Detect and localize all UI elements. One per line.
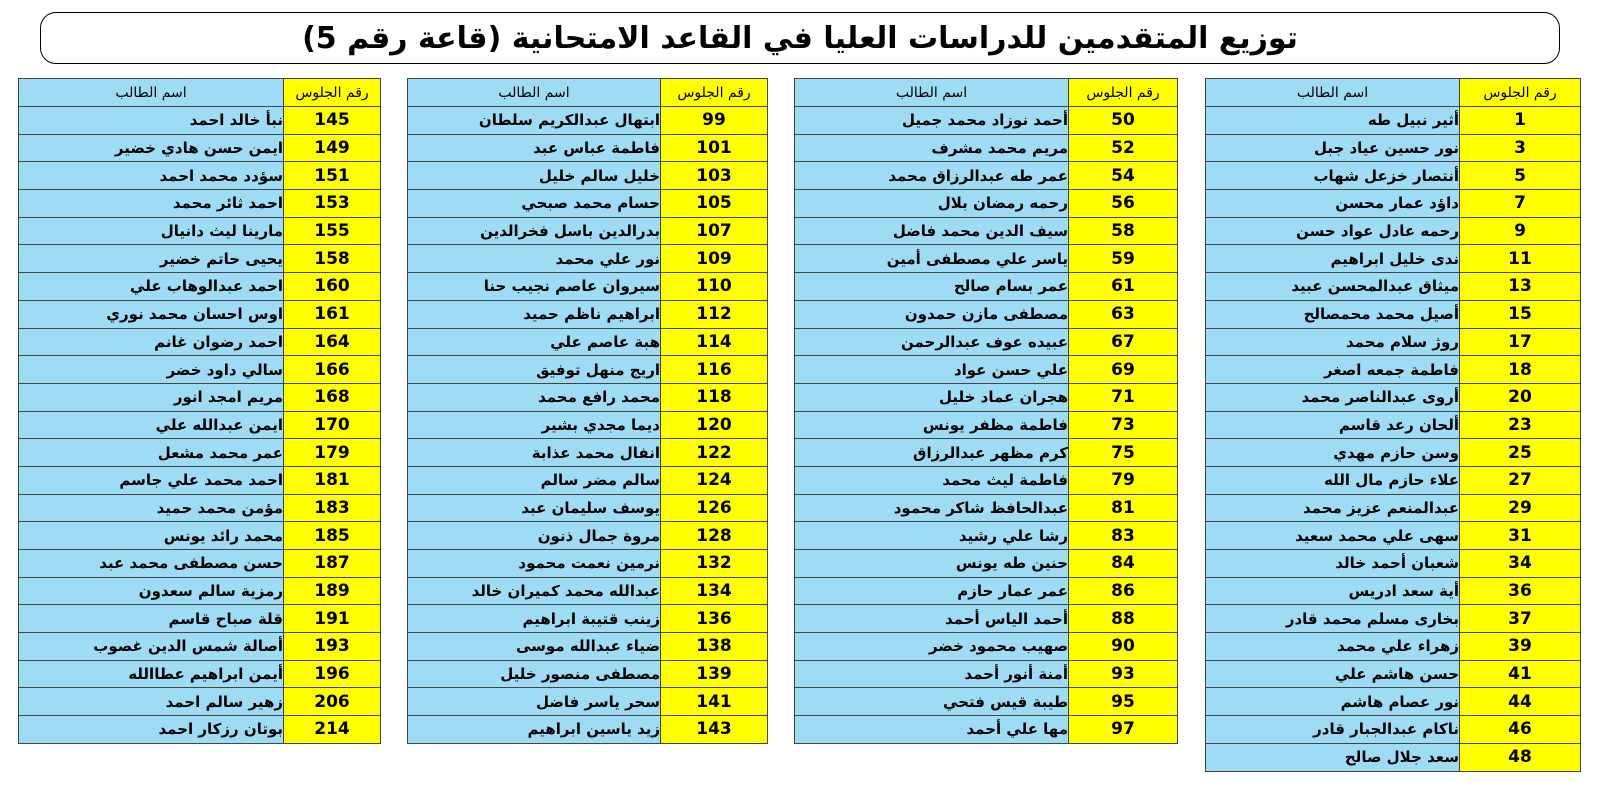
student-name: يحيى حاتم خضير: [19, 245, 284, 273]
table-row: [1206, 328, 1581, 356]
seat-number: 27: [1460, 466, 1581, 494]
student-name: عمر بسام صالح: [795, 273, 1069, 301]
table-row: [795, 328, 1178, 356]
seat-number: 52: [1069, 134, 1178, 162]
table-row: [19, 466, 381, 494]
seat-number: 109: [661, 245, 768, 273]
seat-number: 54: [1069, 162, 1178, 190]
table-row: [408, 107, 768, 135]
student-name: ناكام عبدالجبار قادر: [1206, 716, 1460, 744]
table-header-row: [19, 79, 381, 107]
seat-number: 112: [661, 300, 768, 328]
student-name: مؤمن محمد حميد: [19, 494, 284, 522]
seat-number: 58: [1069, 217, 1178, 245]
table-row: [408, 300, 768, 328]
table-row: [795, 716, 1178, 744]
student-name: وسن حازم مهدي: [1206, 439, 1460, 467]
table-row: [795, 688, 1178, 716]
table-row: [1206, 245, 1581, 273]
seat-number: 126: [661, 494, 768, 522]
table-row: [19, 522, 381, 550]
table-row: [408, 466, 768, 494]
seat-number: 132: [661, 550, 768, 578]
student-name: ألحان رعد قاسم: [1206, 411, 1460, 439]
student-name: علي حسن عواد: [795, 356, 1069, 384]
table-row: [795, 633, 1178, 661]
student-name: اريج منهل توفيق: [408, 356, 661, 384]
table-row: [19, 356, 381, 384]
table-row: [408, 494, 768, 522]
seat-number: 88: [1069, 605, 1178, 633]
seat-number: 185: [284, 522, 381, 550]
table-row: [408, 134, 768, 162]
student-name: علاء حازم مال الله: [1206, 466, 1460, 494]
seat-number: 17: [1460, 328, 1581, 356]
student-name: مريم امجد انور: [19, 383, 284, 411]
table-row: [408, 328, 768, 356]
table-row: [408, 190, 768, 218]
student-name: انفال محمد عذابة: [408, 439, 661, 467]
student-name: رحمه رمضان بلال: [795, 190, 1069, 218]
seat-number: 5: [1460, 162, 1581, 190]
table-row: [1206, 273, 1581, 301]
seat-number: 141: [661, 688, 768, 716]
table-row: [795, 356, 1178, 384]
table-row: [408, 716, 768, 744]
table-row: [19, 383, 381, 411]
seat-number: 3: [1460, 134, 1581, 162]
student-name: أحمد نوزاد محمد جميل: [795, 107, 1069, 135]
table-row: [795, 190, 1178, 218]
table-row: [1206, 162, 1581, 190]
student-name: هبة عاصم علي: [408, 328, 661, 356]
seat-number: 86: [1069, 577, 1178, 605]
student-name: كرم مظهر عبدالرزاق: [795, 439, 1069, 467]
seat-number: 189: [284, 577, 381, 605]
table-row: [408, 273, 768, 301]
student-name: أمنة أنور أحمد: [795, 660, 1069, 688]
student-name-header: اسم الطالب: [408, 79, 661, 107]
student-name: فاطمة ليث محمد: [795, 466, 1069, 494]
table-row: [1206, 134, 1581, 162]
seat-number-header: رقم الجلوس: [1069, 79, 1178, 107]
student-name: أثير نبيل طه: [1206, 107, 1460, 135]
table-row: [795, 245, 1178, 273]
seat-number: 69: [1069, 356, 1178, 384]
table-row: [19, 190, 381, 218]
seat-number: 71: [1069, 383, 1178, 411]
student-name: داؤد عمار محسن: [1206, 190, 1460, 218]
seating-table-2: [794, 78, 1178, 744]
student-name: ياسر علي مصطفى أمين: [795, 245, 1069, 273]
seat-number-header: رقم الجلوس: [1460, 79, 1581, 107]
table-row: [19, 660, 381, 688]
seat-number: 136: [661, 605, 768, 633]
table-row: [1206, 300, 1581, 328]
seat-number: 107: [661, 217, 768, 245]
student-name: سالم مضر سالم: [408, 466, 661, 494]
student-name: احمد محمد علي جاسم: [19, 466, 284, 494]
seating-table-3: [407, 78, 768, 744]
table-row: [408, 660, 768, 688]
student-name: ابتهال عبدالكريم سلطان: [408, 107, 661, 135]
seat-number: 39: [1460, 633, 1581, 661]
seat-number: 99: [661, 107, 768, 135]
student-name: قلة صباح قاسم: [19, 605, 284, 633]
table-row: [19, 411, 381, 439]
seat-number: 145: [284, 107, 381, 135]
seat-number: 84: [1069, 550, 1178, 578]
seat-number: 122: [661, 439, 768, 467]
student-name: محمد رائد يونس: [19, 522, 284, 550]
table-row: [795, 550, 1178, 578]
seat-number: 149: [284, 134, 381, 162]
seat-number: 179: [284, 439, 381, 467]
student-name: بوتان رزكار احمد: [19, 716, 284, 744]
table-row: [1206, 383, 1581, 411]
seat-number: 15: [1460, 300, 1581, 328]
student-name: أصالة شمس الدين غصوب: [19, 633, 284, 661]
student-name: يوسف سليمان عبد: [408, 494, 661, 522]
seat-number: 44: [1460, 688, 1581, 716]
student-name: سعد جلال صالح: [1206, 743, 1460, 771]
table-header-row: [795, 79, 1178, 107]
student-name: روژ سلام محمد: [1206, 328, 1460, 356]
seat-number: 97: [1069, 716, 1178, 744]
seat-number: 48: [1460, 743, 1581, 771]
table-row: [408, 439, 768, 467]
table-row: [795, 300, 1178, 328]
student-name: مريم محمد مشرف: [795, 134, 1069, 162]
table-row: [19, 716, 381, 744]
seat-number: 160: [284, 273, 381, 301]
seat-number: 166: [284, 356, 381, 384]
table-row: [795, 217, 1178, 245]
student-name: شعبان أحمد خالد: [1206, 550, 1460, 578]
seat-number: 120: [661, 411, 768, 439]
table-row: [19, 605, 381, 633]
table-row: [795, 134, 1178, 162]
table-row: [1206, 107, 1581, 135]
table-row: [408, 356, 768, 384]
table-row: [408, 411, 768, 439]
seat-number: 9: [1460, 217, 1581, 245]
table-row: [19, 273, 381, 301]
student-name: بخارى مسلم محمد قادر: [1206, 605, 1460, 633]
table-row: [1206, 522, 1581, 550]
table-row: [19, 328, 381, 356]
student-name: صهيب محمود خضر: [795, 633, 1069, 661]
student-name: فاطمة مظفر يونس: [795, 411, 1069, 439]
student-name: رمزية سالم سعدون: [19, 577, 284, 605]
seat-number: 139: [661, 660, 768, 688]
table-row: [1206, 439, 1581, 467]
seat-number: 151: [284, 162, 381, 190]
seat-number: 34: [1460, 550, 1581, 578]
table-row: [1206, 743, 1581, 771]
seat-number: 183: [284, 494, 381, 522]
table-row: [1206, 633, 1581, 661]
student-name: رشا علي رشيد: [795, 522, 1069, 550]
table-row: [1206, 190, 1581, 218]
seat-number: 134: [661, 577, 768, 605]
seat-number: 168: [284, 383, 381, 411]
table-row: [795, 162, 1178, 190]
table-row: [19, 688, 381, 716]
table-header-row: [1206, 79, 1581, 107]
student-name: طيبة قيس فتحي: [795, 688, 1069, 716]
seat-number: 191: [284, 605, 381, 633]
student-name-header: اسم الطالب: [1206, 79, 1460, 107]
student-name: زيد ياسين ابراهيم: [408, 716, 661, 744]
student-name: ابراهيم ناظم حميد: [408, 300, 661, 328]
student-name: ايمن حسن هادي خضير: [19, 134, 284, 162]
seat-number: 95: [1069, 688, 1178, 716]
student-name: حنين طه يونس: [795, 550, 1069, 578]
table-row: [408, 688, 768, 716]
seat-number: 7: [1460, 190, 1581, 218]
table-row: [408, 217, 768, 245]
student-name: ندى خليل ابراهيم: [1206, 245, 1460, 273]
table-row: [795, 660, 1178, 688]
table-row: [19, 550, 381, 578]
table-row: [408, 522, 768, 550]
seat-number: 23: [1460, 411, 1581, 439]
seat-number: 143: [661, 716, 768, 744]
seating-table-1: [1205, 78, 1581, 772]
seat-number: 124: [661, 466, 768, 494]
table-row: [19, 217, 381, 245]
table-row: [1206, 605, 1581, 633]
seat-number: 90: [1069, 633, 1178, 661]
seat-number: 63: [1069, 300, 1178, 328]
student-name: زهراء علي محمد: [1206, 633, 1460, 661]
table-row: [1206, 577, 1581, 605]
table-row: [19, 633, 381, 661]
seat-number: 128: [661, 522, 768, 550]
seat-number: 181: [284, 466, 381, 494]
table-row: [408, 633, 768, 661]
table-row: [1206, 356, 1581, 384]
student-name: حسن هاشم علي: [1206, 660, 1460, 688]
table-row: [795, 605, 1178, 633]
student-name: ضياء عبدالله موسى: [408, 633, 661, 661]
seat-number: 110: [661, 273, 768, 301]
seat-number: 79: [1069, 466, 1178, 494]
seating-table-4: [18, 78, 381, 744]
table-row: [1206, 550, 1581, 578]
seat-number: 103: [661, 162, 768, 190]
student-name: نرمين نعمت محمود: [408, 550, 661, 578]
table-row: [19, 162, 381, 190]
table-row: [408, 383, 768, 411]
student-name: عمر محمد مشعل: [19, 439, 284, 467]
seat-number: 1: [1460, 107, 1581, 135]
student-name: سيروان عاصم نجيب حنا: [408, 273, 661, 301]
seat-number: 170: [284, 411, 381, 439]
table-row: [1206, 716, 1581, 744]
seat-number: 164: [284, 328, 381, 356]
student-name-header: اسم الطالب: [19, 79, 284, 107]
student-name: بدرالدين باسل فخرالدين: [408, 217, 661, 245]
student-name: أصيل محمد محمصالح: [1206, 300, 1460, 328]
student-name: خليل سالم خليل: [408, 162, 661, 190]
table-row: [795, 411, 1178, 439]
table-row: [408, 577, 768, 605]
table-row: [795, 494, 1178, 522]
student-name: احمد رضوان غانم: [19, 328, 284, 356]
seat-number: 59: [1069, 245, 1178, 273]
seat-number-header: رقم الجلوس: [661, 79, 768, 107]
student-name: عمر عمار حازم: [795, 577, 1069, 605]
seat-number: 73: [1069, 411, 1178, 439]
table-row: [19, 134, 381, 162]
table-row: [1206, 411, 1581, 439]
student-name: سحر ياسر فاضل: [408, 688, 661, 716]
seat-number: 83: [1069, 522, 1178, 550]
student-name: أيمن ابراهيم عطاالله: [19, 660, 284, 688]
student-name: أية سعد ادريس: [1206, 577, 1460, 605]
student-name: مصطفى منصور خليل: [408, 660, 661, 688]
table-row: [795, 273, 1178, 301]
table-row: [1206, 494, 1581, 522]
student-name: نبأ خالد احمد: [19, 107, 284, 135]
student-name: فاطمة عباس عبد: [408, 134, 661, 162]
seat-number: 20: [1460, 383, 1581, 411]
table-header-row: [408, 79, 768, 107]
seat-number: 116: [661, 356, 768, 384]
student-name-header: اسم الطالب: [795, 79, 1069, 107]
table-row: [1206, 688, 1581, 716]
student-name: سيف الدين محمد فاضل: [795, 217, 1069, 245]
student-name: نور عصام هاشم: [1206, 688, 1460, 716]
seat-number-header: رقم الجلوس: [284, 79, 381, 107]
table-row: [19, 439, 381, 467]
student-name: زينب قتيبة ابراهيم: [408, 605, 661, 633]
table-row: [19, 300, 381, 328]
seat-number: 18: [1460, 356, 1581, 384]
seat-number: 155: [284, 217, 381, 245]
seat-number: 31: [1460, 522, 1581, 550]
table-row: [19, 577, 381, 605]
seat-number: 67: [1069, 328, 1178, 356]
seat-number: 138: [661, 633, 768, 661]
table-row: [408, 245, 768, 273]
student-name: مروة جمال ذنون: [408, 522, 661, 550]
student-name: عبدالله محمد كميران خالد: [408, 577, 661, 605]
table-row: [19, 107, 381, 135]
student-name: سؤدد محمد احمد: [19, 162, 284, 190]
student-name: زهير سالم احمد: [19, 688, 284, 716]
student-name: حسام محمد صبحي: [408, 190, 661, 218]
student-name: نور حسين عياد جبل: [1206, 134, 1460, 162]
seat-number: 46: [1460, 716, 1581, 744]
seat-number: 158: [284, 245, 381, 273]
table-row: [1206, 217, 1581, 245]
student-name: احمد عبدالوهاب علي: [19, 273, 284, 301]
table-row: [795, 107, 1178, 135]
seat-number: 81: [1069, 494, 1178, 522]
seat-number: 118: [661, 383, 768, 411]
table-row: [408, 550, 768, 578]
seat-number: 196: [284, 660, 381, 688]
seat-number: 153: [284, 190, 381, 218]
table-row: [795, 522, 1178, 550]
student-name: محمد رافع محمد: [408, 383, 661, 411]
seat-number: 206: [284, 688, 381, 716]
page-title: توزيع المتقدمين للدراسات العليا في القاعد الامتحانية (قاعة رقم 5): [40, 12, 1560, 64]
student-name: ايمن عبدالله علي: [19, 411, 284, 439]
student-name: سالي داود خضر: [19, 356, 284, 384]
seat-number: 37: [1460, 605, 1581, 633]
seat-number: 41: [1460, 660, 1581, 688]
student-name: مارينا ليث دانيال: [19, 217, 284, 245]
table-row: [408, 162, 768, 190]
seat-number: 11: [1460, 245, 1581, 273]
seat-number: 61: [1069, 273, 1178, 301]
seat-number: 114: [661, 328, 768, 356]
student-name: أنتصار خزعل شهاب: [1206, 162, 1460, 190]
seat-number: 214: [284, 716, 381, 744]
student-name: ميثاق عبدالمحسن عبيد: [1206, 273, 1460, 301]
student-name: عبيده عوف عبدالرحمن: [795, 328, 1069, 356]
student-name: مصطفى مازن حمدون: [795, 300, 1069, 328]
student-name: رحمه عادل عواد حسن: [1206, 217, 1460, 245]
student-name: عمر طه عبدالرزاق محمد: [795, 162, 1069, 190]
table-row: [1206, 660, 1581, 688]
seat-number: 161: [284, 300, 381, 328]
seat-number: 56: [1069, 190, 1178, 218]
student-name: أحمد الياس أحمد: [795, 605, 1069, 633]
student-name: فاطمة جمعه اصغر: [1206, 356, 1460, 384]
seat-number: 93: [1069, 660, 1178, 688]
seat-number: 29: [1460, 494, 1581, 522]
table-row: [795, 439, 1178, 467]
seat-number: 13: [1460, 273, 1581, 301]
student-name: حسن مصطفى محمد عبد: [19, 550, 284, 578]
table-row: [795, 383, 1178, 411]
seat-number: 75: [1069, 439, 1178, 467]
seat-number: 105: [661, 190, 768, 218]
student-name: احمد ثائر محمد: [19, 190, 284, 218]
table-row: [1206, 466, 1581, 494]
seat-number: 101: [661, 134, 768, 162]
student-name: نور علي محمد: [408, 245, 661, 273]
seat-number: 50: [1069, 107, 1178, 135]
seat-number: 187: [284, 550, 381, 578]
student-name: اوس احسان محمد نوري: [19, 300, 284, 328]
student-name: سهى علي محمد سعيد: [1206, 522, 1460, 550]
seat-number: 25: [1460, 439, 1581, 467]
table-row: [19, 494, 381, 522]
student-name: مها علي أحمد: [795, 716, 1069, 744]
table-row: [19, 245, 381, 273]
table-row: [795, 466, 1178, 494]
student-name: عبدالمنعم عزيز محمد: [1206, 494, 1460, 522]
student-name: أروى عبدالناصر محمد: [1206, 383, 1460, 411]
student-name: هجران عماد خليل: [795, 383, 1069, 411]
seat-number: 36: [1460, 577, 1581, 605]
seat-number: 193: [284, 633, 381, 661]
student-name: ديما مجدي بشير: [408, 411, 661, 439]
table-row: [408, 605, 768, 633]
table-row: [795, 577, 1178, 605]
student-name: عبدالحافظ شاكر محمود: [795, 494, 1069, 522]
